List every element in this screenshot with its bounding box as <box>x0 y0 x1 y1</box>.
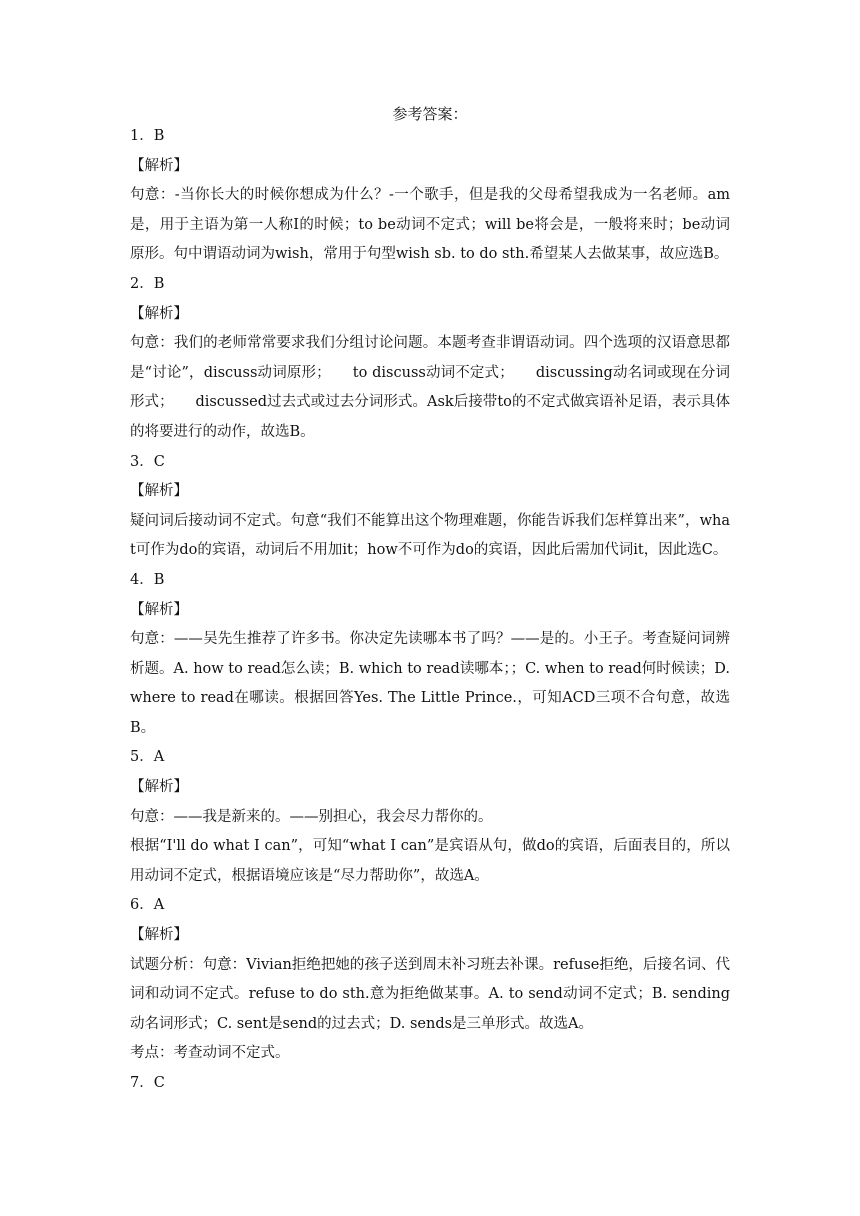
analysis-label: 【解析】 <box>130 601 188 618</box>
analysis-text: 疑问词后接动词不定式。句意“我们不能算出这个物理难题，你能告诉我们怎样算出来”，what可作为do的宾语，动词后不用加it；how不可作为do的宾语，因此后需加代词it，因此选C。 <box>130 512 730 559</box>
answer-item-5 <box>130 743 730 891</box>
page-title: 参考答案： <box>392 105 468 123</box>
answer-item-2 <box>130 270 730 448</box>
answer-item-6 <box>130 891 730 1069</box>
answer-number: 2．B <box>130 275 165 292</box>
answer-item-4 <box>130 566 730 744</box>
analysis-label: 【解析】 <box>130 157 188 174</box>
analysis-label: 【解析】 <box>130 927 188 944</box>
analysis-label: 【解析】 <box>130 305 188 322</box>
analysis-text: 句意：-当你长大的时候你想成为什么？-一个歌手，但是我的父母希望我成为一名老师。am是，用于主语为第一人称I的时候；to be动词不定式；will be将会是，一般将来时；be动词原形。句中谓语动词为wish，常用于句型wish sb. to do sth.希望某人去做某事，故应选B。 <box>130 187 730 263</box>
analysis-text: 句意：我们的老师常常要求我们分组讨论问题。本题考查非谓语动词。四个选项的汉语意思都是“讨论”，discuss动词原形； to discuss动词不定式； discussing动名词或现在分词形式； discussed过去式或过去分词形式。Ask后接带to的不定式做宾语补足语，表示具体的将要进行的动作，故选B。 <box>130 335 730 440</box>
answer-item-3 <box>130 448 730 566</box>
analysis-text: 根据“I'll do what I can”，可知“what I can”是宾语从句，做do的宾语，后面表目的，所以用动词不定式，根据语境应该是“尽力帮助你”，故选A。 <box>130 838 730 884</box>
answer-number: 7．C <box>130 1075 165 1091</box>
knowledge-point: 考点：考查动词不定式。 <box>130 1045 290 1062</box>
answer-list <box>130 122 730 1099</box>
analysis-label: 【解析】 <box>130 483 188 500</box>
answer-number: 5．A <box>130 749 165 766</box>
answer-number: 4．B <box>130 571 165 588</box>
answer-number: 6．A <box>130 897 165 914</box>
analysis-text: 试题分析：句意：Vivian拒绝把她的孩子送到周末补习班去补课。refuse拒绝，后接名词、代词和动词不定式。refuse to do sth.意为拒绝做某事。A. to send动词不定式；B. sending动名词形式；C. sent是send的过去式；D. sends是三单形式。故选A。 <box>130 956 730 1032</box>
analysis-text: 句意：——我是新来的。——别担心，我会尽力帮你的。 <box>130 808 493 825</box>
analysis-label: 【解析】 <box>130 779 188 796</box>
analysis-text: 句意：——吴先生推荐了许多书。你决定先读哪本书了吗？——是的。小王子。考查疑问词辨析题。A. how to read怎么读；B. which to read读哪本；；C. when to read何时候读；D. where to read在哪读。根据回答Yes. The Little Prince.，可知ACD三项不合句意，故选B。 <box>130 631 730 736</box>
answer-number: 1．B <box>130 128 165 144</box>
answer-item-1 <box>130 122 730 270</box>
answer-item-7 <box>130 1069 730 1099</box>
answer-number: 3．C <box>130 453 165 470</box>
